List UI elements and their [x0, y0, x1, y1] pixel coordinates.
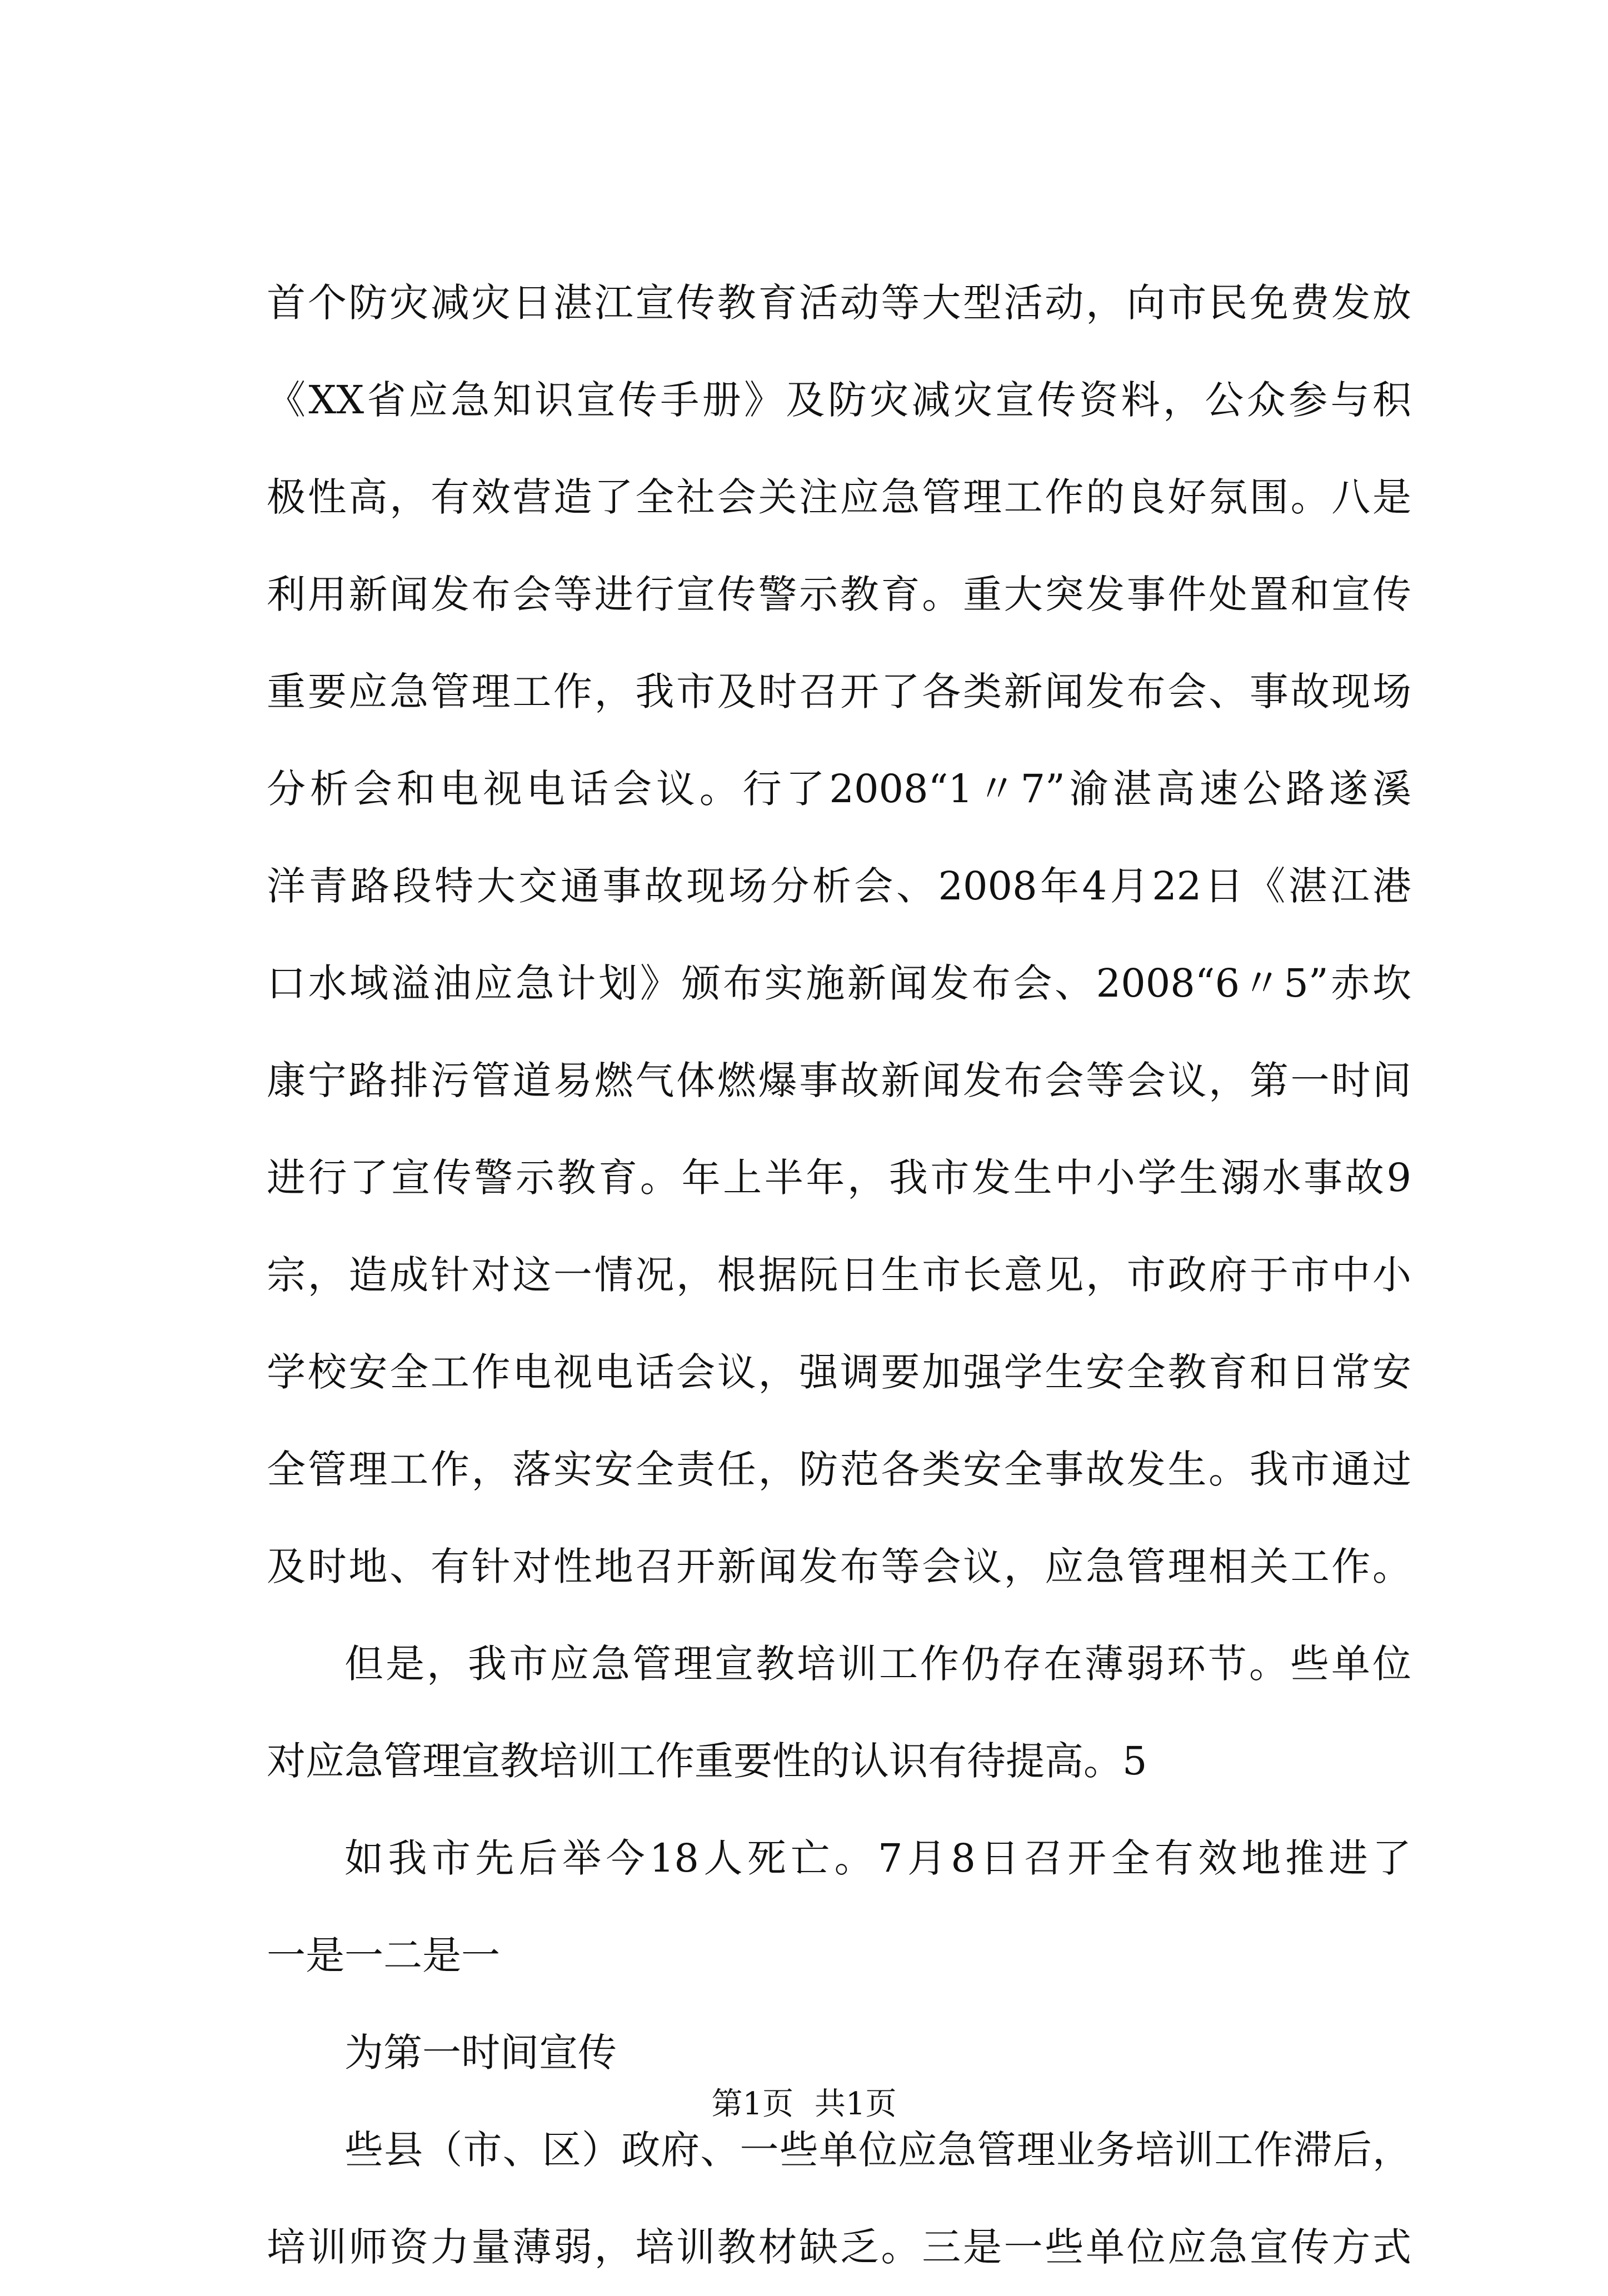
body-text [267, 254, 1411, 2296]
text-line-14: 及时地、有针对性地召开新闻发布等会议，应急管理相关工作。 [267, 1544, 1411, 1589]
text-line-10: 进行了宣传警示教育。年上半年，我市发生中小学生溺水事故9 [267, 1155, 1411, 1200]
page-footer [0, 2082, 1608, 2127]
text-line-16: 对应急管理宣教培训工作重要性的认识有待提高。5 [267, 1738, 1147, 1784]
text-line-6: 分析会和电视电话会议。行了2008“1〃7”渝湛高速公路遂溪 [267, 766, 1411, 812]
text-line-21: 培训师资力量薄弱，培训教材缺乏。三是一些单位应急宣传方式 [267, 2224, 1411, 2270]
text-line-18: 一是一二是一 [267, 1933, 500, 1978]
text-line-7: 洋青路段特大交通事故现场分析会、2008年4月22日《湛江港 [267, 863, 1411, 909]
text-line-5: 重要应急管理工作，我市及时召开了各类新闻发布会、事故现场 [267, 669, 1411, 714]
text-line-13: 全管理工作，落实安全责任，防范各类安全事故发生。我市通过 [267, 1447, 1411, 1492]
text-line-2: 《XX省应急知识宣传手册》及防灾减灾宣传资料，公众参与积 [267, 377, 1411, 423]
page-total: 共1页 [814, 2086, 897, 2122]
text-line-15: 但是，我市应急管理宣教培训工作仍存在薄弱环节。些单位 [344, 1641, 1411, 1687]
text-line-1: 首个防灾减灾日湛江宣传教育活动等大型活动，向市民免费发放 [267, 280, 1411, 326]
text-line-9: 康宁路排污管道易燃气体燃爆事故新闻发布会等会议，第一时间 [267, 1058, 1411, 1103]
text-line-3: 极性高，有效营造了全社会关注应急管理工作的良好氛围。八是 [267, 474, 1411, 520]
text-line-17: 如我市先后举今18人死亡。7月8日召开全有效地推进了 [344, 1835, 1411, 1881]
page-number: 第1页 [711, 2086, 794, 2122]
text-line-8: 口水域溢油应急计划》颁布实施新闻发布会、2008“6〃5”赤坎 [267, 961, 1411, 1006]
text-line-20: 些县（市、区）政府、一些单位应急管理业务培训工作滞后， [344, 2127, 1411, 2173]
text-line-19: 为第一时间宣传 [344, 2030, 617, 2075]
text-line-12: 学校安全工作电视电话会议，强调要加强学生安全教育和日常安 [267, 1349, 1411, 1395]
text-line-11: 宗，造成针对这一情况，根据阮日生市长意见，市政府于市中小 [267, 1252, 1411, 1298]
text-line-4: 利用新闻发布会等进行宣传警示教育。重大突发事件处置和宣传 [267, 572, 1411, 617]
